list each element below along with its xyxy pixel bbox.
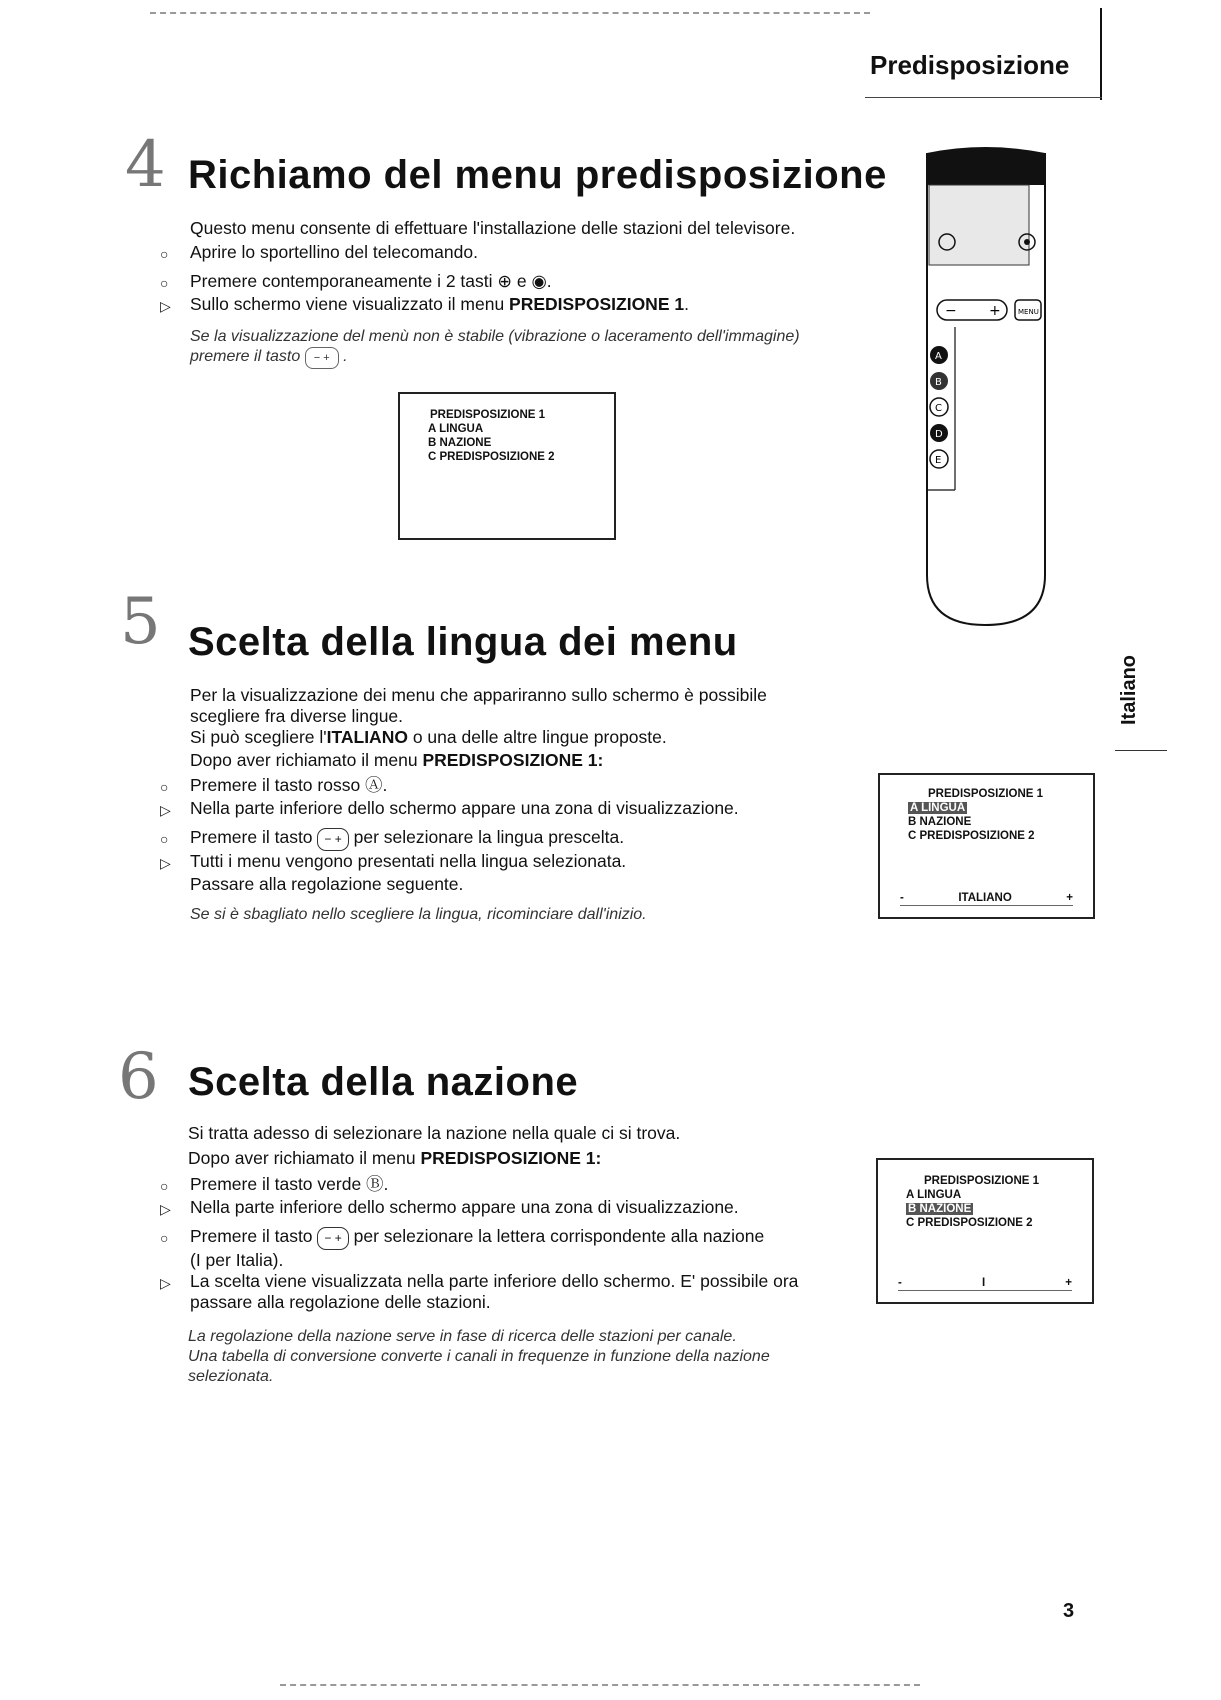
circle-bullet-icon: ○ [160, 831, 169, 847]
selected-language: ITALIANO [958, 892, 1012, 904]
circle-bullet-icon: ○ [160, 1230, 169, 1246]
section1-body [160, 218, 880, 369]
tv-screen-country: PREDISPOSIZIONE 1 A LINGUA B NAZIONE C PREDISPOSIZIONE 2 - I + [876, 1158, 1094, 1304]
arrow-bullet-icon: ▷ [160, 1275, 171, 1291]
tv-screen-setup-menu: PREDISPOSIZIONE 1 A LINGUA B NAZIONE C PREDISPOSIZIONE 2 [398, 392, 616, 540]
side-tab-rule [1115, 750, 1167, 751]
section1-step-2: ○ Premere contemporaneamente i 2 tasti ⊕ e ◉. [160, 271, 880, 294]
section1-intro: Questo menu consente di effettuare l'installazione delle stazioni del televisore. [190, 218, 796, 238]
arrow-bullet-icon: ▷ [160, 298, 171, 314]
section-title-country: Scelta della nazione [188, 1060, 579, 1104]
header-rule [1100, 8, 1102, 100]
minus-plus-key-icon: − + [317, 1227, 348, 1250]
language-side-tab: Italiano [1118, 654, 1140, 725]
svg-text:D: D [935, 429, 943, 440]
section3-step-1: ○ Premere il tasto verde Ⓑ. [160, 1174, 860, 1197]
page-number: 3 [1063, 1600, 1075, 1622]
svg-text:MENU: MENU [1018, 308, 1039, 316]
svg-text:E: E [935, 455, 942, 466]
selected-menu-row: B NAZIONE [908, 1203, 972, 1215]
section2-note: Se si è sbagliato nello scegliere la lingua, ricominciare dall'inizio. [190, 906, 647, 923]
step-number-4: 4 [125, 128, 166, 202]
section3-body: Si tratta adesso di selezionare la nazione nella quale ci si trova. Dopo aver richiamato il menu PREDISPOSIZIONE 1: ○ Premere il tasto verde Ⓑ. ▷ Nella parte inferiore dello schermo appare una zona di visualizzazione. ○ Premere il tasto − + per selezionare la lettera corrispondente alla nazione (I per Italia). ▷ La scelta viene visualizzata nella parte inferiore dello schermo. E' possibile ora passare alla regolazione delle stazioni. La regolazione della nazione serve in fase di ricerca delle stazioni per canale. Una tabella di conversione converte i canali in frequenze in funzione della nazione selezionata. [160, 1123, 860, 1387]
scan-noise-top [150, 12, 870, 14]
selected-country: I [981, 1277, 986, 1289]
section-title-menu-language: Scelta della lingua dei menu [188, 620, 738, 664]
section2-step-1: ○ Premere il tasto rosso Ⓐ. [160, 775, 900, 798]
scan-noise-bottom [280, 1684, 920, 1686]
section2-result-1: ▷ Nella parte inferiore dello schermo appare una zona di visualizzazione. [160, 798, 900, 821]
tv-screen-language: PREDISPOSIZIONE 1 A LINGUA B NAZIONE C PREDISPOSIZIONE 2 - ITALIANO + [878, 773, 1095, 919]
section1-result: ▷ Sullo schermo viene visualizzato il menu PREDISPOSIZIONE 1. [160, 294, 880, 317]
circle-bullet-icon: ○ [160, 779, 169, 795]
remote-top [927, 147, 1045, 185]
minus-plus-key-icon: − + [305, 347, 339, 369]
section3-step-2: ○ Premere il tasto − + per selezionare la lettera corrispondente alla nazione (I per Italia). [160, 1226, 765, 1270]
section-title-setup-menu: Richiamo del menu predisposizione [188, 153, 887, 197]
section1-step-1: ○ Aprire lo sportellino del telecomando. [160, 242, 880, 265]
svg-text:A: A [935, 351, 942, 362]
section3-result-1: ▷ Nella parte inferiore dello schermo appare una zona di visualizzazione. [160, 1197, 860, 1220]
section2-result-2: ▷ Tutti i menu vengono presentati nella lingua selezionata. [160, 851, 900, 874]
country-selection-bar: - I + [898, 1277, 1072, 1289]
header-underline [865, 97, 1102, 98]
language-selection-bar: - ITALIANO + [900, 892, 1073, 904]
svg-text:+: + [989, 303, 1001, 319]
remote-control-illustration [915, 145, 1060, 645]
svg-text:−: − [945, 303, 957, 319]
arrow-bullet-icon: ▷ [160, 855, 171, 871]
section2-step-2: ○ Premere il tasto − + per selezionare la lingua prescelta. [160, 827, 900, 851]
section2-body: Per la visualizzazione dei menu che appariranno sullo schermo è possibile scegliere fra diverse lingue. Si può scegliere l'ITALIANO o una delle altre lingue proposte. Dopo aver richiamato il menu PREDISPOSIZIONE 1: ○ Premere il tasto rosso Ⓐ. ▷ Nella parte inferiore dello schermo appare una zona di visualizzazione. ○ Premere il tasto − + per selezionare la lingua prescelta. ▷ Tutti i menu vengono presentati nella lingua selezionata. Passare alla regolazione seguente. Se si è sbagliato nello scegliere la lingua, ricominciare dall'inizio. [160, 685, 900, 925]
section3-note: La regolazione della nazione serve in fase di ricerca delle stazioni per canale. Una tabella di conversione converte i canali in frequenze in funzione della nazione selezionata. [188, 1328, 770, 1385]
svg-text:B: B [935, 377, 942, 388]
selected-menu-row: A LINGUA [910, 802, 966, 814]
section3-result-2: ▷ La scelta viene visualizzata nella parte inferiore dello schermo. E' possibile ora passare alla regolazione delle stazioni. [160, 1271, 799, 1312]
arrow-bullet-icon: ▷ [160, 802, 171, 818]
circle-bullet-icon: ○ [160, 1178, 169, 1194]
svg-text:C: C [935, 403, 942, 414]
step-number-6: 6 [118, 1040, 159, 1114]
circle-bullet-icon: ○ [160, 275, 169, 291]
arrow-bullet-icon: ▷ [160, 1201, 171, 1217]
section1-note: Se la visualizzazione del menù non è stabile (vibrazione o laceramento dell'immagine) premere il tasto − + . [160, 327, 880, 369]
circle-bullet-icon: ○ [160, 246, 169, 262]
minus-plus-key-icon: − + [317, 828, 348, 851]
page-header-title: Predisposizione [870, 50, 1070, 80]
step-number-5: 5 [120, 585, 161, 659]
remote-door [929, 185, 1029, 265]
